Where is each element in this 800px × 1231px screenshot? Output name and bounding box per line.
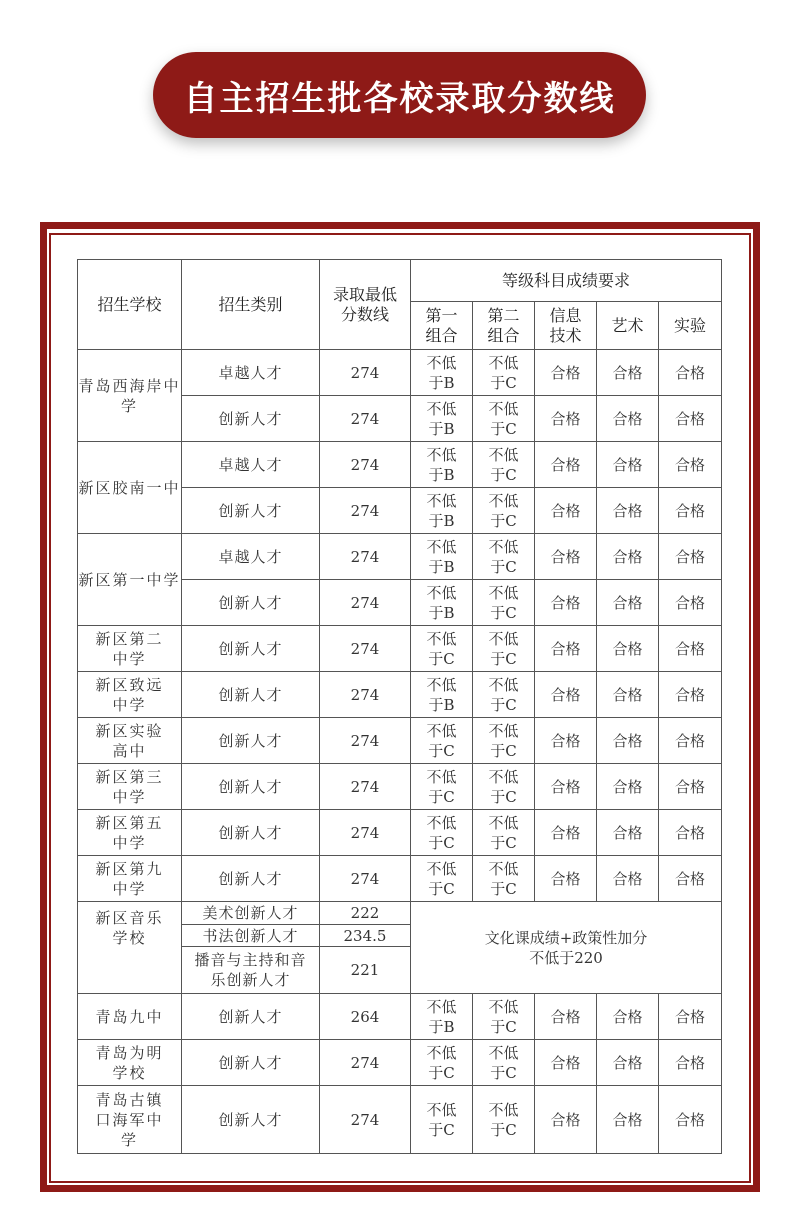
- school-cell: 新区第三 中学: [78, 764, 182, 810]
- header-experiment: 实验: [659, 302, 722, 350]
- category-cell: 卓越人才: [182, 442, 320, 488]
- category-cell: 创新人才: [182, 994, 320, 1040]
- combo1-cell: 不低 于B: [411, 442, 473, 488]
- combo1-cell: 不低 于B: [411, 672, 473, 718]
- experiment-cell: 合格: [659, 350, 722, 396]
- header-art: 艺术: [597, 302, 659, 350]
- score-cell: 274: [320, 350, 411, 396]
- it-cell: 合格: [535, 534, 597, 580]
- combo2-cell: 不低 于C: [473, 442, 535, 488]
- art-cell: 合格: [597, 856, 659, 902]
- score-cell: 274: [320, 1040, 411, 1086]
- art-cell: 合格: [597, 672, 659, 718]
- category-cell: 创新人才: [182, 810, 320, 856]
- score-cell: 274: [320, 1086, 411, 1154]
- table-row: [78, 350, 722, 396]
- category-cell: 卓越人才: [182, 350, 320, 396]
- it-cell: 合格: [535, 764, 597, 810]
- it-cell: 合格: [535, 626, 597, 672]
- combo1-cell: 不低 于B: [411, 350, 473, 396]
- combo2-cell: 不低 于C: [473, 856, 535, 902]
- combo2-cell: 不低 于C: [473, 1086, 535, 1154]
- experiment-cell: 合格: [659, 626, 722, 672]
- combo1-cell: 不低 于C: [411, 856, 473, 902]
- experiment-cell: 合格: [659, 994, 722, 1040]
- it-cell: 合格: [535, 672, 597, 718]
- art-cell: 合格: [597, 718, 659, 764]
- admission-score-table: [77, 259, 722, 1154]
- music-requirement-note: 文化课成绩+政策性加分 不低于220: [411, 902, 722, 994]
- combo2-cell: 不低 于C: [473, 488, 535, 534]
- score-cell: 274: [320, 718, 411, 764]
- table-row: [78, 902, 722, 925]
- header-min-score: 录取最低 分数线: [320, 260, 411, 350]
- it-cell: 合格: [535, 994, 597, 1040]
- score-cell: 274: [320, 580, 411, 626]
- art-cell: 合格: [597, 442, 659, 488]
- combo2-cell: 不低 于C: [473, 396, 535, 442]
- experiment-cell: 合格: [659, 856, 722, 902]
- table-row: [78, 626, 722, 672]
- score-cell: 274: [320, 396, 411, 442]
- page-title-banner: [153, 52, 646, 138]
- it-cell: 合格: [535, 580, 597, 626]
- category-cell: 卓越人才: [182, 534, 320, 580]
- art-cell: 合格: [597, 994, 659, 1040]
- combo2-cell: 不低 于C: [473, 626, 535, 672]
- combo1-cell: 不低 于C: [411, 764, 473, 810]
- combo1-cell: 不低 于C: [411, 626, 473, 672]
- table-row: [78, 810, 722, 856]
- page-title: 自主招生批各校录取分数线: [183, 78, 616, 119]
- category-cell: 创新人才: [182, 580, 320, 626]
- header-combo1: 第一 组合: [411, 302, 473, 350]
- table-row: [78, 672, 722, 718]
- art-cell: 合格: [597, 626, 659, 672]
- combo1-cell: 不低 于C: [411, 810, 473, 856]
- experiment-cell: 合格: [659, 580, 722, 626]
- header-grade-requirements: 等级科目成绩要求: [411, 260, 722, 302]
- category-cell: 创新人才: [182, 856, 320, 902]
- experiment-cell: 合格: [659, 396, 722, 442]
- it-cell: 合格: [535, 396, 597, 442]
- combo1-cell: 不低 于B: [411, 488, 473, 534]
- school-cell: 新区音乐 学校: [78, 902, 182, 994]
- score-cell: 274: [320, 764, 411, 810]
- art-cell: 合格: [597, 810, 659, 856]
- header-category: 招生类别: [182, 260, 320, 350]
- school-cell: 新区致远 中学: [78, 672, 182, 718]
- combo1-cell: 不低 于C: [411, 1040, 473, 1086]
- category-cell: 书法创新人才: [182, 925, 320, 947]
- table-row: [78, 1040, 722, 1086]
- experiment-cell: 合格: [659, 1086, 722, 1154]
- combo1-cell: 不低 于C: [411, 718, 473, 764]
- it-cell: 合格: [535, 488, 597, 534]
- score-cell: 274: [320, 672, 411, 718]
- table-row: [78, 856, 722, 902]
- it-cell: 合格: [535, 810, 597, 856]
- score-cell: 274: [320, 442, 411, 488]
- school-cell: 青岛为明 学校: [78, 1040, 182, 1086]
- combo2-cell: 不低 于C: [473, 672, 535, 718]
- school-cell: 新区第九 中学: [78, 856, 182, 902]
- art-cell: 合格: [597, 764, 659, 810]
- art-cell: 合格: [597, 350, 659, 396]
- school-cell: 青岛九中: [78, 994, 182, 1040]
- category-cell: 播音与主持和音 乐创新人才: [182, 947, 320, 994]
- it-cell: 合格: [535, 1086, 597, 1154]
- school-cell: 青岛古镇 口海军中 学: [78, 1086, 182, 1154]
- school-cell: 新区第五 中学: [78, 810, 182, 856]
- combo2-cell: 不低 于C: [473, 534, 535, 580]
- category-cell: 创新人才: [182, 718, 320, 764]
- category-cell: 创新人才: [182, 626, 320, 672]
- art-cell: 合格: [597, 580, 659, 626]
- combo1-cell: 不低 于C: [411, 1086, 473, 1154]
- combo2-cell: 不低 于C: [473, 810, 535, 856]
- art-cell: 合格: [597, 396, 659, 442]
- experiment-cell: 合格: [659, 718, 722, 764]
- combo2-cell: 不低 于C: [473, 580, 535, 626]
- experiment-cell: 合格: [659, 488, 722, 534]
- art-cell: 合格: [597, 534, 659, 580]
- experiment-cell: 合格: [659, 764, 722, 810]
- table-row: [78, 1086, 722, 1154]
- table-row: [78, 718, 722, 764]
- category-cell: 创新人才: [182, 396, 320, 442]
- school-cell: 青岛西海岸中学: [78, 350, 182, 442]
- school-cell: 新区第一中学: [78, 534, 182, 626]
- combo2-cell: 不低 于C: [473, 718, 535, 764]
- experiment-cell: 合格: [659, 1040, 722, 1086]
- it-cell: 合格: [535, 718, 597, 764]
- score-cell: 222: [320, 902, 411, 925]
- it-cell: 合格: [535, 1040, 597, 1086]
- art-cell: 合格: [597, 1040, 659, 1086]
- school-cell: 新区胶南一中: [78, 442, 182, 534]
- category-cell: 创新人才: [182, 488, 320, 534]
- score-cell: 274: [320, 856, 411, 902]
- header-combo2: 第二 组合: [473, 302, 535, 350]
- table-row: [78, 442, 722, 488]
- category-cell: 创新人才: [182, 672, 320, 718]
- score-cell: 274: [320, 626, 411, 672]
- combo1-cell: 不低 于B: [411, 396, 473, 442]
- score-cell: 264: [320, 994, 411, 1040]
- experiment-cell: 合格: [659, 810, 722, 856]
- score-cell: 221: [320, 947, 411, 994]
- score-cell: 274: [320, 534, 411, 580]
- header-school: 招生学校: [78, 260, 182, 350]
- combo2-cell: 不低 于C: [473, 1040, 535, 1086]
- category-cell: 创新人才: [182, 1040, 320, 1086]
- category-cell: 创新人才: [182, 1086, 320, 1154]
- combo2-cell: 不低 于C: [473, 764, 535, 810]
- score-cell: 234.5: [320, 925, 411, 947]
- table-row: [78, 764, 722, 810]
- combo1-cell: 不低 于B: [411, 534, 473, 580]
- combo1-cell: 不低 于B: [411, 994, 473, 1040]
- combo1-cell: 不低 于B: [411, 580, 473, 626]
- it-cell: 合格: [535, 442, 597, 488]
- it-cell: 合格: [535, 856, 597, 902]
- art-cell: 合格: [597, 488, 659, 534]
- it-cell: 合格: [535, 350, 597, 396]
- art-cell: 合格: [597, 1086, 659, 1154]
- combo2-cell: 不低 于C: [473, 994, 535, 1040]
- table-row: [78, 534, 722, 580]
- category-cell: 美术创新人才: [182, 902, 320, 925]
- score-cell: 274: [320, 810, 411, 856]
- school-cell: 新区实验 高中: [78, 718, 182, 764]
- score-cell: 274: [320, 488, 411, 534]
- experiment-cell: 合格: [659, 672, 722, 718]
- header-it: 信息 技术: [535, 302, 597, 350]
- experiment-cell: 合格: [659, 534, 722, 580]
- combo2-cell: 不低 于C: [473, 350, 535, 396]
- experiment-cell: 合格: [659, 442, 722, 488]
- category-cell: 创新人才: [182, 764, 320, 810]
- school-cell: 新区第二 中学: [78, 626, 182, 672]
- table-row: [78, 994, 722, 1040]
